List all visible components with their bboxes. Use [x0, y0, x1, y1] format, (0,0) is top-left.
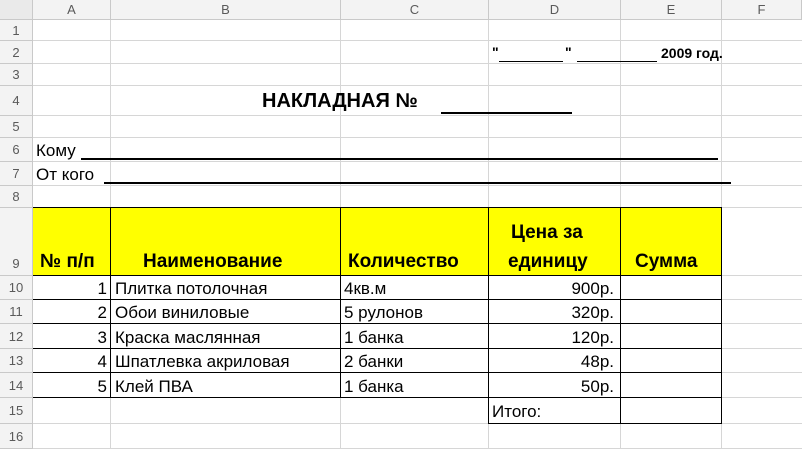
table-border [340, 207, 341, 398]
row-header-10[interactable]: 10 [0, 276, 33, 300]
row-header-12[interactable]: 12 [0, 324, 33, 349]
table-border [33, 323, 722, 324]
header-price-line2: единицу [508, 251, 588, 272]
table-border [33, 207, 722, 208]
row-header-3[interactable]: 3 [0, 64, 33, 86]
item-number[interactable]: 1 [97, 279, 107, 298]
row-header-15[interactable]: 15 [0, 398, 33, 424]
date-year: 2009 год. [661, 45, 723, 61]
table-border [33, 372, 722, 373]
table-border [33, 275, 722, 276]
date-month-underline [577, 61, 657, 62]
grid-line [33, 40, 802, 41]
title-number-underline [441, 112, 572, 114]
grid-line [33, 161, 802, 162]
table-border [488, 423, 722, 424]
row-header-4[interactable]: 4 [0, 86, 33, 116]
item-name[interactable]: Шпатлевка акриловая [115, 352, 290, 371]
item-price[interactable]: 320р. [571, 303, 614, 322]
grid-line [33, 63, 802, 64]
grid-line [33, 137, 802, 138]
row-header-7[interactable]: 7 [0, 162, 33, 186]
header-number: № п/п [40, 251, 95, 272]
date-day-underline [499, 61, 563, 62]
header-price-line1: Цена за [511, 222, 583, 243]
table-border [721, 207, 722, 424]
row-header-16[interactable]: 16 [0, 424, 33, 449]
grid-line [33, 185, 802, 186]
item-name[interactable]: Клей ПВА [115, 377, 193, 396]
row-header-1[interactable]: 1 [0, 20, 33, 41]
grid-line [33, 115, 802, 116]
column-header-b[interactable]: B [111, 0, 341, 20]
to-underline [81, 158, 718, 160]
item-price[interactable]: 48р. [580, 352, 614, 371]
table-border [33, 397, 722, 398]
header-quantity: Количество [348, 251, 459, 272]
row-header-8[interactable]: 8 [0, 186, 33, 208]
row-header-14[interactable]: 14 [0, 373, 33, 398]
table-border [620, 207, 621, 424]
item-number[interactable]: 4 [97, 352, 107, 371]
document-title: НАКЛАДНАЯ № [262, 90, 418, 112]
header-sum: Сумма [635, 251, 698, 272]
table-border [110, 207, 111, 398]
item-price[interactable]: 900р. [571, 279, 614, 298]
grid-line [33, 85, 802, 86]
total-label[interactable]: Итого: [492, 402, 542, 421]
item-name[interactable]: Плитка потолочная [115, 279, 268, 298]
row-header-9[interactable]: 9 [0, 208, 33, 276]
header-name: Наименование [143, 251, 283, 272]
select-all-corner[interactable] [0, 0, 33, 20]
column-header-e[interactable]: E [621, 0, 722, 20]
row-header-6[interactable]: 6 [0, 138, 33, 162]
from-label: От кого [36, 165, 95, 184]
column-header-a[interactable]: A [33, 0, 111, 20]
item-number[interactable]: 2 [97, 303, 107, 322]
item-quantity[interactable]: 1 банка [344, 377, 404, 396]
table-border [33, 348, 722, 349]
row-header-5[interactable]: 5 [0, 116, 33, 138]
item-number[interactable]: 5 [97, 377, 107, 396]
item-name[interactable]: Краска маслянная [115, 328, 261, 347]
from-underline [104, 182, 731, 184]
row-header-2[interactable]: 2 [0, 41, 33, 64]
item-price[interactable]: 50р. [580, 377, 614, 396]
column-header-f[interactable]: F [722, 0, 802, 20]
to-label: Кому [36, 141, 76, 160]
item-quantity[interactable]: 1 банка [344, 328, 404, 347]
item-price[interactable]: 120р. [571, 328, 614, 347]
date-quote-open: " [492, 44, 499, 60]
column-header-d[interactable]: D [489, 0, 621, 20]
item-name[interactable]: Обои виниловые [115, 303, 250, 322]
table-border [33, 299, 722, 300]
item-quantity[interactable]: 5 рулонов [344, 303, 424, 322]
item-quantity[interactable]: 2 банки [344, 352, 404, 371]
column-header-c[interactable]: C [341, 0, 489, 20]
date-quote-close: " [565, 44, 572, 60]
item-quantity[interactable]: 4кв.м [344, 279, 387, 298]
row-header-13[interactable]: 13 [0, 349, 33, 373]
item-number[interactable]: 3 [97, 328, 107, 347]
table-border [488, 207, 489, 424]
row-header-11[interactable]: 11 [0, 300, 33, 324]
total-sum-cell[interactable] [621, 398, 721, 423]
